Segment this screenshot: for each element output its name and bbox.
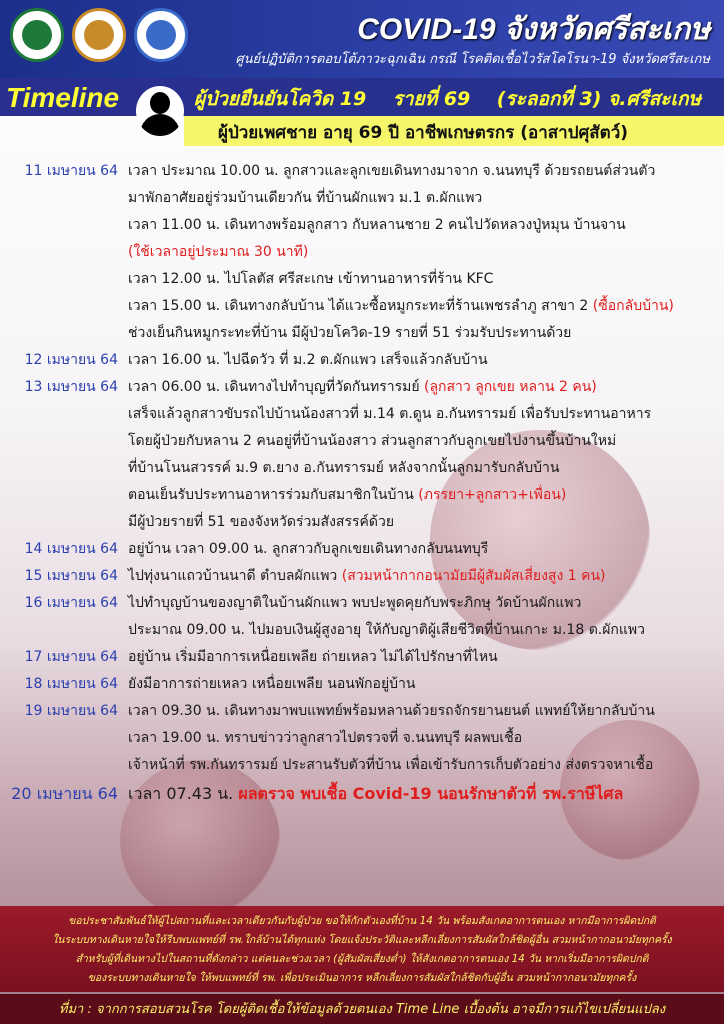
timeline-line <box>128 185 724 212</box>
timeline-line <box>128 779 724 809</box>
advisory-text <box>6 912 718 988</box>
timeline-line <box>128 752 724 779</box>
timeline-entry <box>0 158 724 347</box>
timeline-line <box>128 644 724 671</box>
timeline-line <box>128 212 724 239</box>
timeline-line <box>128 239 724 266</box>
timeline-line <box>128 293 724 320</box>
event-text: มาพักอาศัยอยู่ร่วมบ้านเดียวกัน ที่บ้านผักแพว ม.1 ต.ผักแพว <box>128 190 483 206</box>
event-text: เจ้าหน้าที่ รพ.กันทรารมย์ ประสานรับตัวที่บ้าน เพื่อเข้ารับการเก็บตัวอย่าง ส่งตรวจหาเชื้อ <box>128 757 654 773</box>
page-title: COVID-19 จังหวัดศรีสะเกษ <box>357 13 710 46</box>
event-text: ไปทำบุญบ้านของญาติในบ้านผักแพว พบปะพูดคุยกับพระภิกษุ วัดบ้านผักแพว <box>128 595 582 611</box>
timeline-line <box>128 698 724 725</box>
timeline-entry <box>0 671 724 698</box>
timeline-date: 20 เมษายน 64 <box>11 784 118 803</box>
timeline-entry <box>0 590 724 644</box>
event-text: เวลา 11.00 น. เดินทางพร้อมลูกสาว กับหลานชาย 2 คนไปวัดหลวงปู่หมุน บ้านจาน <box>128 217 626 233</box>
event-text: เวลา 16.00 น. ไปฉีดวัว ที่ ม.2 ต.ผักแพว เสร็จแล้วกลับบ้าน <box>128 352 488 368</box>
timeline-line <box>128 266 724 293</box>
timeline-date: 15 เมษายน 64 <box>24 568 118 584</box>
timeline-line <box>128 617 724 644</box>
timeline-list <box>0 158 724 809</box>
event-text: ตอนเย็นรับประทานอาหารร่วมกับสมาชิกในบ้าน <box>128 487 419 503</box>
timeline-line <box>128 455 724 482</box>
patient-info: ผู้ป่วยเพศชาย อายุ 69 ปี อาชีพเกษตรกร (อาสาปศุสัตว์) <box>218 123 629 143</box>
timeline-date: 12 เมษายน 64 <box>24 352 118 368</box>
timeline-line <box>128 482 724 509</box>
event-text: เวลา 07.43 น. <box>128 784 239 803</box>
timeline-entry <box>0 698 724 779</box>
timeline-entry <box>0 347 724 374</box>
advisory-line: ขอประชาสัมพันธ์ให้ผู้ไปสถานที่และเวลาเดียวกันกับผู้ป่วย ขอให้กักตัวเองที่บ้าน 14 วัน พร้อมสังเกตอาการตนเอง หากมีอาการผิดปกติ <box>68 915 656 927</box>
highlight-text: (ใช้เวลาอยู่ประมาณ 30 นาที) <box>128 244 309 260</box>
timeline-line <box>128 347 724 374</box>
event-text: ประมาณ 09.00 น. ไปมอบเงินผู้สูงอายุ ให้กับญาติผู้เสียชีวิตที่บ้านเกาะ ม.18 ต.ผักแพว <box>128 622 646 638</box>
highlight-text: (ซื้อกลับบ้าน) <box>592 298 674 314</box>
event-text: อยู่บ้าน เวลา 09.00 น. ลูกสาวกับลูกเขยเดินทางกลับนนทบุรี <box>128 541 489 557</box>
timeline-line <box>128 428 724 455</box>
timeline-line <box>128 401 724 428</box>
event-text: เวลา 15.00 น. เดินทางกลับบ้าน ได้แวะซื้อหมูกระทะที่ร้านเพชรลำภู สาขา 2 <box>128 298 593 314</box>
event-text: เสร็จแล้วลูกสาวขับรถไปบ้านน้องสาวที่ ม.14 ต.ดูน อ.กันทรารมย์ เพื่อรับประทานอาหาร <box>128 406 652 422</box>
timeline-date: 18 เมษายน 64 <box>24 676 118 692</box>
ministry-of-public-health-logo <box>10 8 64 62</box>
page-subtitle: ศูนย์ปฏิบัติการตอบโต้ภาวะฉุกเฉิน กรณี โรคติดเชื้อไวรัสโคโรนา-19 จังหวัดศรีสะเกษ <box>235 52 710 67</box>
highlight-text: (สวมหน้ากากอนามัยมีผู้สัมผัสเสี่ยงสูง 1 คน) <box>341 568 606 584</box>
timeline-line <box>128 509 724 536</box>
timeline-entry <box>0 779 724 809</box>
event-text: เวลา 12.00 น. ไปโลตัส ศรีสะเกษ เข้าทานอาหารที่ร้าน KFC <box>128 271 494 287</box>
timeline-label: Timeline <box>6 82 120 113</box>
timeline-date: 19 เมษายน 64 <box>24 703 118 719</box>
advisory-line: ของระบบทางเดินหายใจ ให้พบแพทย์ที่ รพ. เพื่อประเมินอาการ หลีกเลี่ยงการสัมผัสใกล้ชิดกับผู้อื่น สวมหน้ากากอนามัยทุกครั้ง <box>87 972 637 984</box>
highlight-text: ผลตรวจ พบเชื้อ Covid-19 นอนรักษาตัวที่ รพ.ราษีไศล <box>238 784 624 803</box>
patient-avatar-icon <box>136 86 184 136</box>
event-text: ยังมีอาการถ่ายเหลว เหนื่อยเพลีย นอนพักอยู่บ้าน <box>128 676 416 692</box>
event-text: เวลา 06.00 น. เดินทางไปทำบุญที่วัดกันทรารมย์ <box>128 379 424 395</box>
provincial-health-office-logo <box>134 8 188 62</box>
timeline-line <box>128 725 724 752</box>
timeline-date: 17 เมษายน 64 <box>24 649 118 665</box>
timeline-date: 13 เมษายน 64 <box>24 379 118 395</box>
timeline-line <box>128 320 724 347</box>
timeline-line <box>128 158 724 185</box>
timeline-line <box>128 563 724 590</box>
event-text: ที่บ้านโนนสวรรค์ ม.9 ต.ยาง อ.กันทรารมย์ หลังจากนั้นลูกมารับกลับบ้าน <box>128 460 560 476</box>
timeline-line <box>128 671 724 698</box>
source-text: ที่มา : จากการสอบสวนโรค โดยผู้ติดเชื้อให้ข้อมูลด้วยตนเอง Time Line เบื้องต้น อาจมีการแก้ไขเปลี่ยนแปลง <box>58 1002 666 1017</box>
event-text: โดยผู้ป่วยกับหลาน 2 คนอยู่ที่บ้านน้องสาว ส่วนลูกสาวกับลูกเขยไปงานขึ้นบ้านใหม่ <box>128 433 617 449</box>
event-text: ช่วงเย็นกินหมูกระทะที่บ้าน มีผู้ป่วยโควิด-19 รายที่ 51 ร่วมรับประทานด้วย <box>128 325 572 341</box>
timeline-line <box>128 536 724 563</box>
timeline-entry <box>0 536 724 563</box>
timeline-date: 11 เมษายน 64 <box>24 163 118 179</box>
event-text: ไปทุ่งนาแถวบ้านนาดี ตำบลผักแพว <box>128 568 342 584</box>
case-number: รายที่ 69 <box>392 88 471 110</box>
timeline-date: 14 เมษายน 64 <box>24 541 118 557</box>
case-wave: (ระลอกที่ 3) จ.ศรีสะเกษ <box>496 88 701 110</box>
event-text: อยู่บ้าน เริ่มมีอาการเหนื่อยเพลีย ถ่ายเหลว ไม่ได้ไปรักษาที่ไหน <box>128 649 498 665</box>
timeline-date: 16 เมษายน 64 <box>24 595 118 611</box>
timeline-entry <box>0 374 724 536</box>
event-text: เวลา 19.00 น. ทราบข่าวว่าลูกสาวไปตรวจที่ จ.นนทบุรี ผลพบเชื้อ <box>128 730 523 746</box>
event-text: เวลา ประมาณ 10.00 น. ลูกสาวและลูกเขยเดินทางมาจาก จ.นนทบุรี ด้วยรถยนต์ส่วนตัว <box>128 163 656 179</box>
timeline-line <box>128 590 724 617</box>
case-info <box>194 84 701 114</box>
event-text: มีผู้ป่วยรายที่ 51 ของจังหวัดร่วมสังสรรค์ด้วย <box>128 514 395 530</box>
timeline-line <box>128 374 724 401</box>
highlight-text: (ลูกสาว ลูกเขย หลาน 2 คน) <box>423 379 597 395</box>
advisory-line: ในระบบทางเดินหายใจให้รีบพบแพทย์ที่ รพ.ใกล้บ้านได้ทุกแห่ง โดยแจ้งประวัติและหลีกเลี่ยงการสัมผัสใกล้ชิดผู้อื่น สวมหน้ากากอนามัยทุกครั้ง <box>52 934 672 946</box>
timeline-entry <box>0 563 724 590</box>
advisory-line: สำหรับผู้ที่เดินทางไปในสถานที่ดังกล่าว แต่คนละช่วงเวลา (ผู้สัมผัสเสี่ยงต่ำ) ให้สังเกตอาการตนเอง 14 วัน หากเริ่มมีอาการผิดปกติ <box>75 953 649 965</box>
event-text: เวลา 09.30 น. เดินทางมาพบแพทย์พร้อมหลานด้วยรถจักรยานยนต์ แพทย์ให้ยากลับบ้าน <box>128 703 655 719</box>
timeline-entry <box>0 644 724 671</box>
confirmed-label: ผู้ป่วยยืนยันโควิด 19 <box>194 88 367 110</box>
provincial-seal-logo <box>72 8 126 62</box>
highlight-text: (ภรรยา+ลูกสาว+เพื่อน) <box>418 487 567 503</box>
